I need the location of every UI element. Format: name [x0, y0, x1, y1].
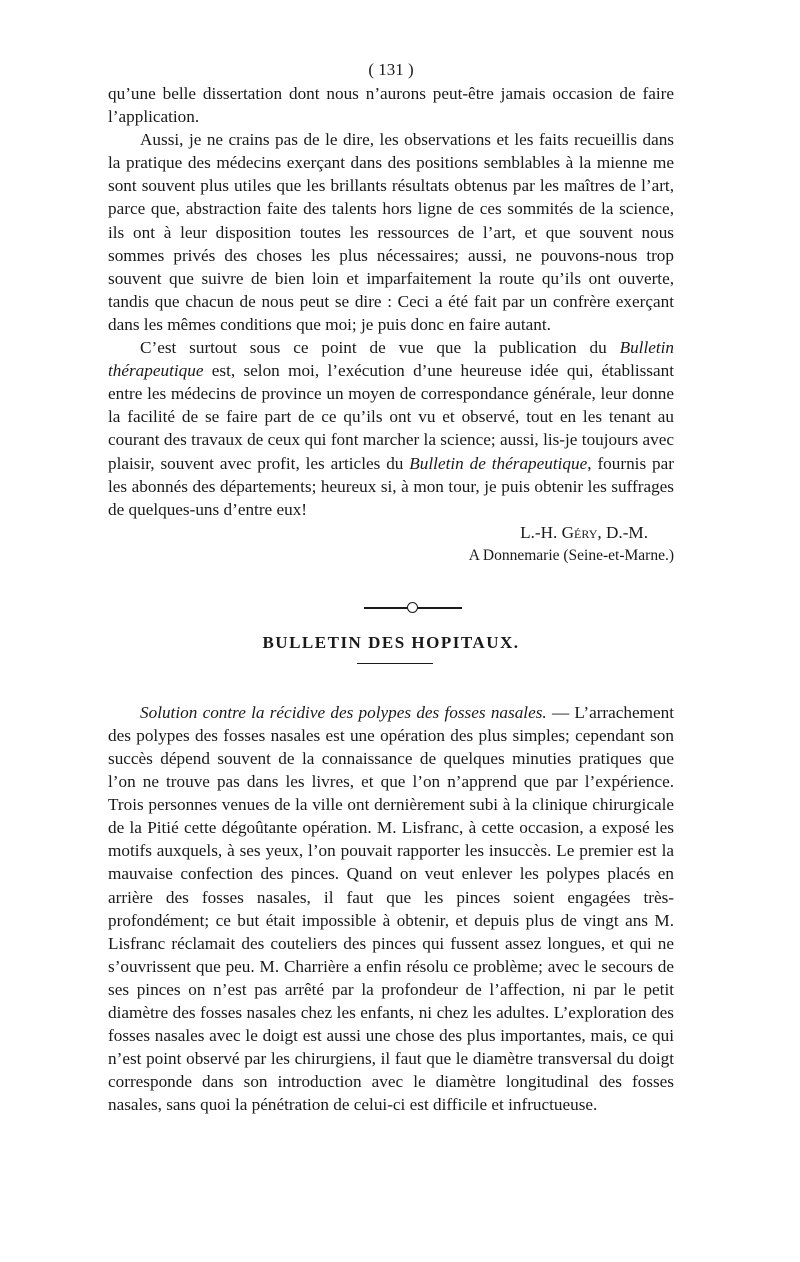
- paragraph-text: C’est surtout sous ce point de vue que la publication du: [140, 338, 620, 358]
- paragraph-bulletin: [108, 336, 674, 521]
- signature-place: A Donnemarie (Seine-et-Marne.): [468, 546, 674, 564]
- paragraph-continuation: qu’une belle dissertation dont nous n’aurons peut-être jamais occasion de faire l’application.: [108, 84, 674, 127]
- section-title: BULLETIN DES HOPITAUX.: [262, 632, 520, 652]
- journal-title-italic: Bulletin de thérapeutique: [409, 453, 588, 473]
- signature-name: [520, 521, 648, 544]
- signature-title: , D.-M.: [597, 522, 648, 542]
- book-page: [108, 58, 674, 1116]
- paragraph-text: , fournis par les abonnés des départements; heureux si, à mon tour, je puis obtenir les suffrages de quelques-uns d’entre eux!: [108, 453, 674, 519]
- article-title: Solution contre la récidive des polypes des fosses nasales.: [140, 702, 547, 722]
- paragraph-observations: Aussi, je ne crains pas de le dire, les observations et les faits recueillis dans la pratique des médecins exerçant dans des positions semblables à la mienne me sont souvent plus utiles que les brillants résultats obtenus par les maîtres de l’art, parce que, abstraction faite des talents hors ligne de ces sommités de la science, ils ont à leur disposition toutes les ressources de l’art, et que souvent nous sommes privés des choses les plus nécessaires; aussi, ne pouvons-nous trop souvent que suivre de bien loin et imparfaitement la route qu’ils ont ouverte, tandis que chacun de nous peut se dire : Ceci a été fait par un confrère exerçant dans les mêmes conditions que moi; je puis donc en faire autant.: [108, 130, 674, 334]
- article-body: — L’arrachement des polypes des fosses nasales est une opération des plus simples; cependant son succès dépend souvent de la connaissance de quelques minuties pratiques que l’on ne trouve pas dans les livres, et que l’on n’apprend que par l’expérience. Trois personnes venues de la ville ont dernièrement subi à la clinique chirurgicale de la Pitié cette dégoûtante opération. M. Lisfranc, à cette occasion, a exposé les motifs auxquels, à ses yeux, l’on pouvait rapporter les insuccès. Le premier est la mauvaise confection des pinces. Quand on veut enlever les polypes placés en arrière des fosses nasales, il faut que les pinces soient engagées très-profondément; ce but était impossible à obtenir, et depuis plus de vingt ans M. Lisfranc réclamait des couteliers des pinces qui fussent assez longues, et qui ne s’ouvrissent que peu. M. Charrière a enfin résolu ce problème; avec le secours de ses pinces on n’est pas arrêté par la profondeur de l’affection, ni par le petit diamètre des fosses nasales chez les enfants, ni chez les adultes. L’exploration des fosses nasales avec le doigt est aussi une chose des plus importantes, mais, ce qui n’est point observé par les chirurgiens, il faut que le diamètre transversal du doigt corresponde dans son introduction avec le diamètre longitudinal des fosses nasales, sans quoi la pénétration de celui-ci est difficile et infructueuse.: [108, 702, 674, 1115]
- page-number: ( 131 ): [368, 60, 414, 79]
- article-paragraph: [108, 701, 674, 1117]
- paragraph-text: est, selon moi, l’exécution d’une heureuse idée qui, établissant entre les médecins de province un moyen de correspondance générale, leur donne la facilité de se faire part de ce qu’ils ont vu et observé, tout en les tenant au courant des travaux de ceux qui font marcher la science; aussi, lis-je toujours avec plaisir, souvent avec profit, les articles du: [108, 361, 674, 473]
- section-rule: [108, 655, 674, 675]
- journal-title-italic: Bulletin thérapeutique: [108, 338, 674, 381]
- signature-line: [108, 521, 674, 544]
- ornament-dot: [407, 602, 418, 613]
- signature-surname: Géry: [561, 522, 598, 542]
- section-ornament: [108, 595, 674, 621]
- rule-line: [357, 663, 433, 665]
- signature-initials: L.-H.: [520, 522, 562, 542]
